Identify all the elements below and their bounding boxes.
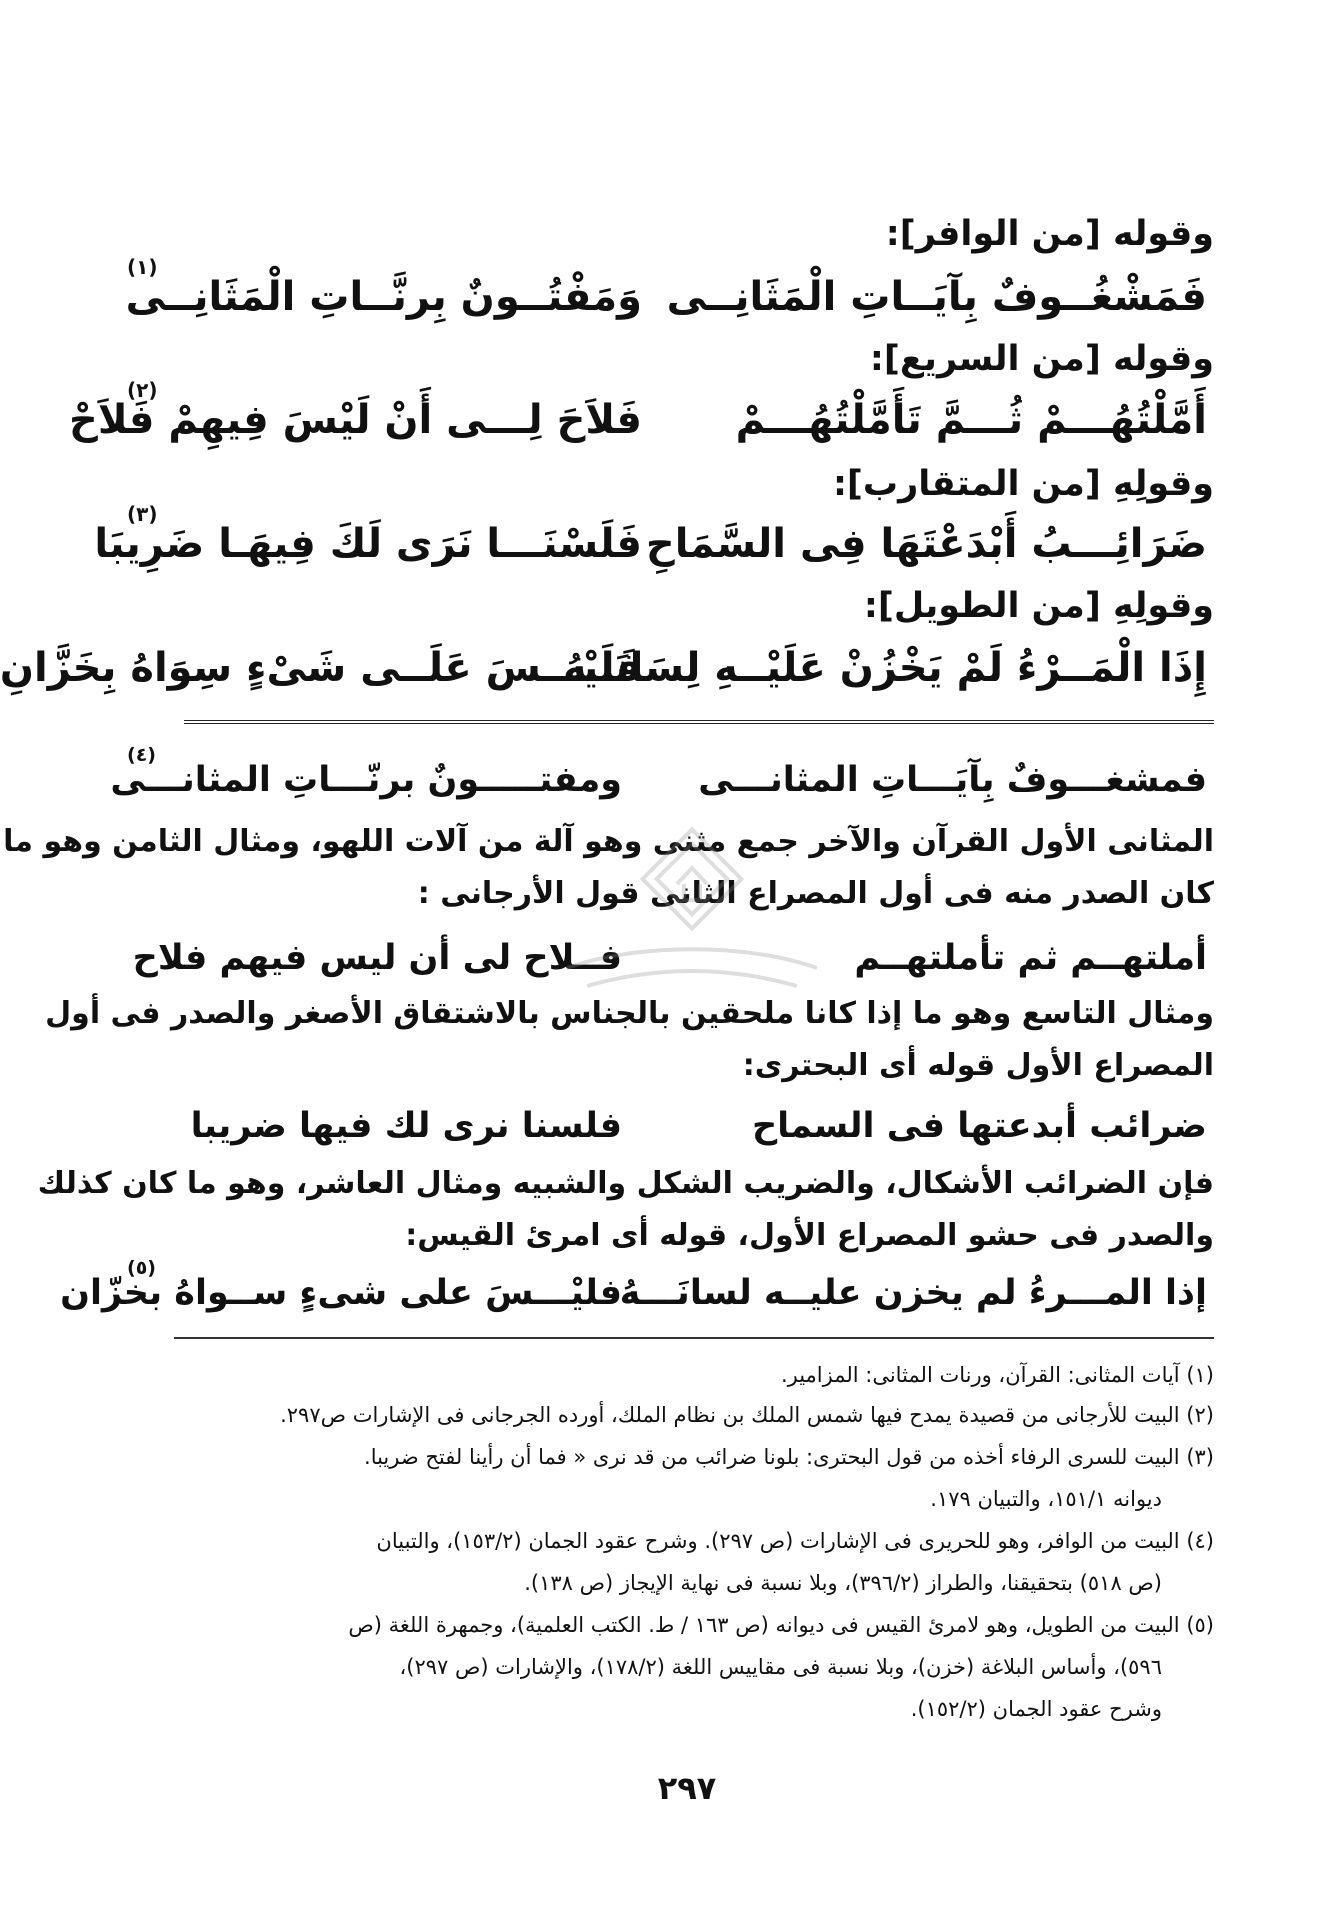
verse-line bbox=[69, 378, 1207, 452]
footnote: (٣) البيت للسرى الرفاء أخذه من قول البحترى: بلونا ضرائب من قد نرى « فما أن رأينا لفتح ضريبا. bbox=[364, 1445, 1214, 1469]
commentary-paragraph-line: كان الصدر منه فى أول المصراع الثانى قول الأرجانى : bbox=[417, 876, 1214, 911]
footnote: (٤) البيت من الوافر، وهو للحريرى فى الإشارات (ص ٢٩٧). وشرح عقود الجمان (١٥٣/٢)، والتبيان bbox=[376, 1529, 1214, 1553]
footnote-continuation: ديوانه ١٥١/١، والتبيان ١٧٩. bbox=[930, 1487, 1162, 1511]
verse-hemistich-second: فلسنا نرى لك فيها ضريبا bbox=[190, 1106, 622, 1146]
verse-line bbox=[94, 502, 1207, 576]
verse-hemistich-second: فَلَسْنَـــا نَرَى لَكَ فِيهَـا ضَرِيبَا bbox=[94, 521, 642, 567]
footnote-ref: (٣) bbox=[127, 502, 158, 526]
verse-hemistich-second: وَمَفْتُــونٌ بِرنَّــاتِ الْمَثَانِــى bbox=[125, 274, 642, 320]
footnote-continuation: (ص ٥١٨) بتحقيقنا، والطراز (٣٩٦/٢)، وبلا نسبة فى نهاية الإيجاز (ص ١٣٨). bbox=[524, 1571, 1162, 1595]
verse-hemistich-first: إِذَا الْمَــرْءُ لَمْ يَخْزُنْ عَلَيْــهِ لِسَانَــهُ bbox=[562, 645, 1207, 691]
footnote-continuation: وشرح عقود الجمان (١٥٢/٢). bbox=[910, 1697, 1162, 1721]
verse-hemistich-second: فليْـــسَ على شىءٍ ســواهُ بخزّان bbox=[60, 1273, 622, 1313]
verse-intro: وقولِهِ [من الطويل]: bbox=[863, 586, 1214, 626]
verse-hemistich-first: إذا المـــرءُ لم يخزن عليــه لسانَـــهُ bbox=[619, 1273, 1207, 1313]
footnote-continuation: ٥٩٦)، وأساس البلاغة (خزن)، وبلا نسبة فى مقاييس اللغة (١٧٨/٢)، والإشارات (ص ٢٩٧)، bbox=[399, 1655, 1162, 1679]
commentary-paragraph-line: المصراع الأول قوله أى البحترى: bbox=[742, 1048, 1214, 1083]
verse-hemistich-first: ضرائب أبدعتها فى السماح bbox=[751, 1106, 1207, 1146]
commentary-verse bbox=[127, 1098, 1207, 1154]
verse-intro: وقوله [من السريع]: bbox=[869, 339, 1214, 379]
commentary-verse bbox=[110, 744, 1207, 808]
footnote-separator bbox=[174, 1337, 1214, 1339]
footnote-ref: (١) bbox=[127, 255, 158, 279]
verse-hemistich-second: فَلَيْـــسَ عَلَــى شَىْءٍ سِوَاهُ بِخَزَّانِ bbox=[0, 645, 642, 691]
footnote-ref: (٤) bbox=[127, 744, 156, 766]
section-divider bbox=[184, 720, 1214, 724]
commentary-paragraph-line: والصدر فى حشو المصراع الأول، قوله أى امرئ القيس: bbox=[405, 1218, 1214, 1253]
footnote: (٢) البيت للأرجانى من قصيدة يمدح فيها شمس الملك بن نظام الملك، أورده الجرجانى فى الإشارات ص٢٩٧. bbox=[280, 1403, 1214, 1427]
verse-hemistich-second: ومفتـــــونٌ برنّـــاتِ المثانـــى bbox=[110, 760, 622, 800]
verse-line bbox=[0, 636, 1207, 700]
verse-hemistich-first: فمشغـــوفٌ بِآيَـــاتِ المثانـــى bbox=[698, 760, 1207, 800]
verse-intro: وقولِهِ [من المتقارب]: bbox=[832, 464, 1214, 504]
verse-hemistich-second: فَلاَحَ لِـــى أَنْ لَيْسَ فِيهِمْ فَلاَحْ bbox=[69, 397, 642, 443]
verse-hemistich-first: فَمَشْغُــوفٌ بِآيَــاتِ الْمَثَانِــى bbox=[666, 274, 1207, 320]
verse-hemistich-second: فــلاح لى أن ليس فيهم فلاح bbox=[132, 938, 622, 978]
verse-hemistich-first: ضَرَائِـــبُ أَبْدَعْتَهَا فِى السَّمَاحِ bbox=[645, 521, 1207, 567]
verse-intro: وقوله [من الوافر]: bbox=[885, 214, 1214, 254]
footnote: (١) آيات المثانى: القرآن، ورنات المثانى: المزامير. bbox=[780, 1363, 1214, 1387]
verse-hemistich-first: أَمَّلْتُهُـــمْ ثُـــمَّ تَأَمَّلْتُهُـــمْ bbox=[735, 397, 1207, 443]
page-number: ٢٩٧ bbox=[657, 1769, 717, 1807]
footnote-ref: (٥) bbox=[127, 1257, 156, 1279]
commentary-verse bbox=[60, 1257, 1207, 1321]
verse-hemistich-first: أملتهــم ثم تأملتهــم bbox=[854, 938, 1207, 978]
commentary-paragraph-line: فإن الضرائب الأشكال، والضريب الشكل والشبيه ومثال العاشر، وهو ما كان كذلك bbox=[37, 1166, 1214, 1201]
footnote: (٥) البيت من الطويل، وهو لامرئ القيس فى ديوانه (ص ١٦٣ / ط. الكتب العلمية)، وجمهرة اللغة (ص bbox=[348, 1613, 1214, 1637]
library-seal-icon bbox=[547, 838, 837, 998]
footnote-ref: (٢) bbox=[127, 378, 158, 402]
commentary-paragraph-line: المثانى الأول القرآن والآخر جمع مثنى وهو آلة من آلات اللهو، ومثال الثامن وهو ما bbox=[3, 824, 1214, 859]
commentary-paragraph-line: ومثال التاسع وهو ما إذا كانا ملحقين بالجناس بالاشتقاق الأصغر والصدر فى أول bbox=[45, 996, 1214, 1031]
verse-line bbox=[125, 255, 1207, 329]
